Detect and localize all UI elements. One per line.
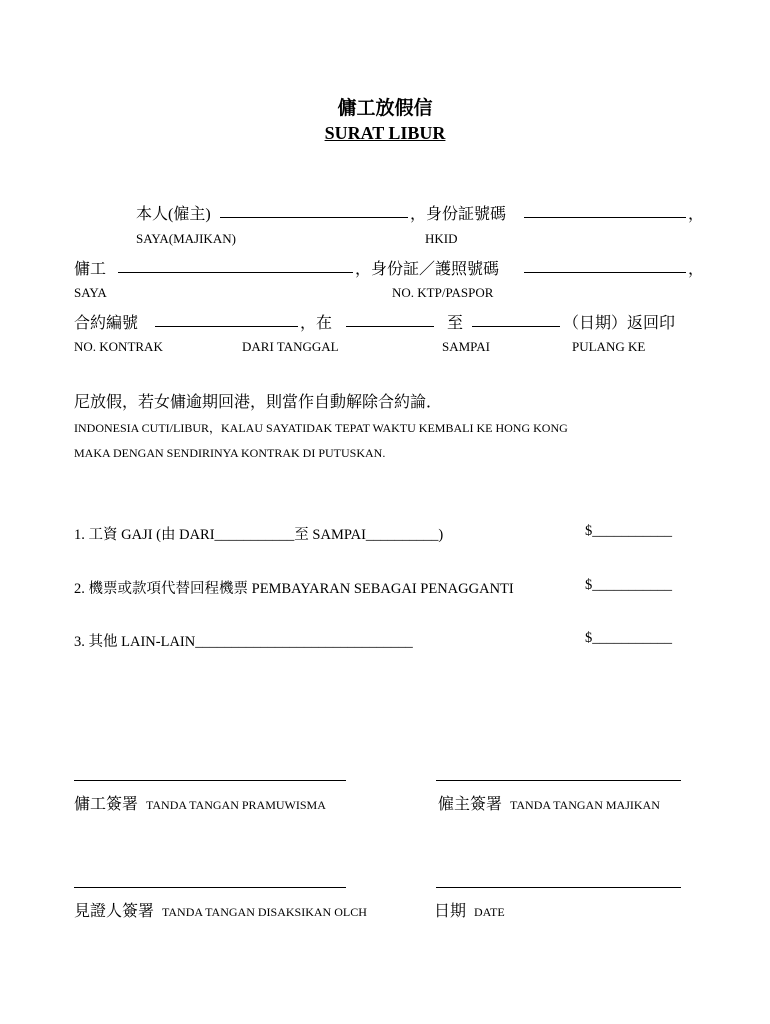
employer-signature-cn: 僱主簽署: [438, 796, 503, 813]
worker-passport-field[interactable]: [524, 272, 686, 273]
employer-self-label: 本人(僱主): [136, 206, 211, 223]
witness-signature-line[interactable]: [74, 887, 346, 888]
item-airfare: 2. 機票或款項代替回程機票 PEMBAYARAN SEBAGAI PENAGGANTI: [74, 581, 514, 597]
worker-id-label: ，身份証／護照號碼: [355, 261, 500, 278]
sampai-label: SAMPAI: [442, 339, 490, 354]
date-cn: 日期: [434, 903, 467, 920]
worker-trailing-comma: ，: [688, 261, 705, 278]
item-wages-amount[interactable]: $___________: [585, 523, 672, 539]
title-malay: SURAT LIBUR: [324, 123, 446, 143]
witness-signature-id: TANDA TANGAN DISAKSIKAN OLCH: [162, 905, 367, 919]
witness-signature-cn: 見證人簽署: [74, 903, 155, 920]
contract-no-label: 合約編號: [74, 315, 139, 332]
saya-majikan-label: SAYA(MAJIKAN): [136, 231, 236, 246]
dari-tanggal-label: DARI TANGGAL: [242, 339, 339, 354]
employer-id-label: ，身份証號碼: [410, 206, 507, 223]
contract-no-field[interactable]: [155, 326, 298, 327]
item-wages: 1. 工資 GAJI (由 DARI___________至 SAMPAI__________): [74, 527, 444, 543]
witness-signature-label: [74, 898, 367, 921]
date-from-field[interactable]: [346, 326, 434, 327]
item-other-amount[interactable]: $___________: [585, 630, 672, 646]
notice-malay-line1: INDONESIA CUTI/LIBUR，KALAU SAYATIDAK TEPAT WAKTU KEMBALI KE HONG KONG: [74, 421, 568, 435]
notice-chinese: 尼放假，若女傭逾期回港，則當作自動解除合約論．: [74, 394, 443, 411]
worker-signature-cn: 傭工簽署: [74, 796, 139, 813]
ktp-paspor-label: NO. KTP/PASPOR: [392, 285, 494, 300]
employer-signature-line[interactable]: [436, 780, 681, 781]
pulang-ke-label: PULANG KE: [572, 339, 646, 354]
worker-signature-line[interactable]: [74, 780, 346, 781]
no-kontrak-label: NO. KONTRAK: [74, 339, 163, 354]
contract-at-label: ，在: [300, 315, 333, 332]
employer-trailing-comma: ，: [688, 206, 705, 223]
contract-return-label: （日期）返回印: [563, 315, 676, 332]
date-line[interactable]: [436, 887, 681, 888]
worker-label: 傭工: [74, 261, 107, 278]
worker-signature-label: [74, 791, 326, 814]
hkid-label: HKID: [425, 231, 458, 246]
employer-name-field[interactable]: [220, 217, 408, 218]
item-other: 3. 其他 LAIN-LAIN______________________________: [74, 634, 413, 650]
worker-name-field[interactable]: [118, 272, 353, 273]
employer-signature-label: [438, 791, 660, 814]
notice-malay-line2: MAKA DENGAN SENDIRINYA KONTRAK DI PUTUSKAN.: [74, 446, 386, 460]
title-chinese: 傭工放假信: [337, 98, 433, 119]
date-to-field[interactable]: [472, 326, 560, 327]
worker-signature-id: TANDA TANGAN PRAMUWISMA: [146, 798, 326, 812]
date-label: [434, 898, 505, 921]
saya-label: SAYA: [74, 285, 107, 300]
employer-hkid-field[interactable]: [524, 217, 686, 218]
item-airfare-amount[interactable]: $___________: [585, 577, 672, 593]
employer-signature-id: TANDA TANGAN MAJIKAN: [510, 798, 660, 812]
date-id: DATE: [474, 905, 505, 919]
contract-to-label: 至: [447, 315, 464, 332]
